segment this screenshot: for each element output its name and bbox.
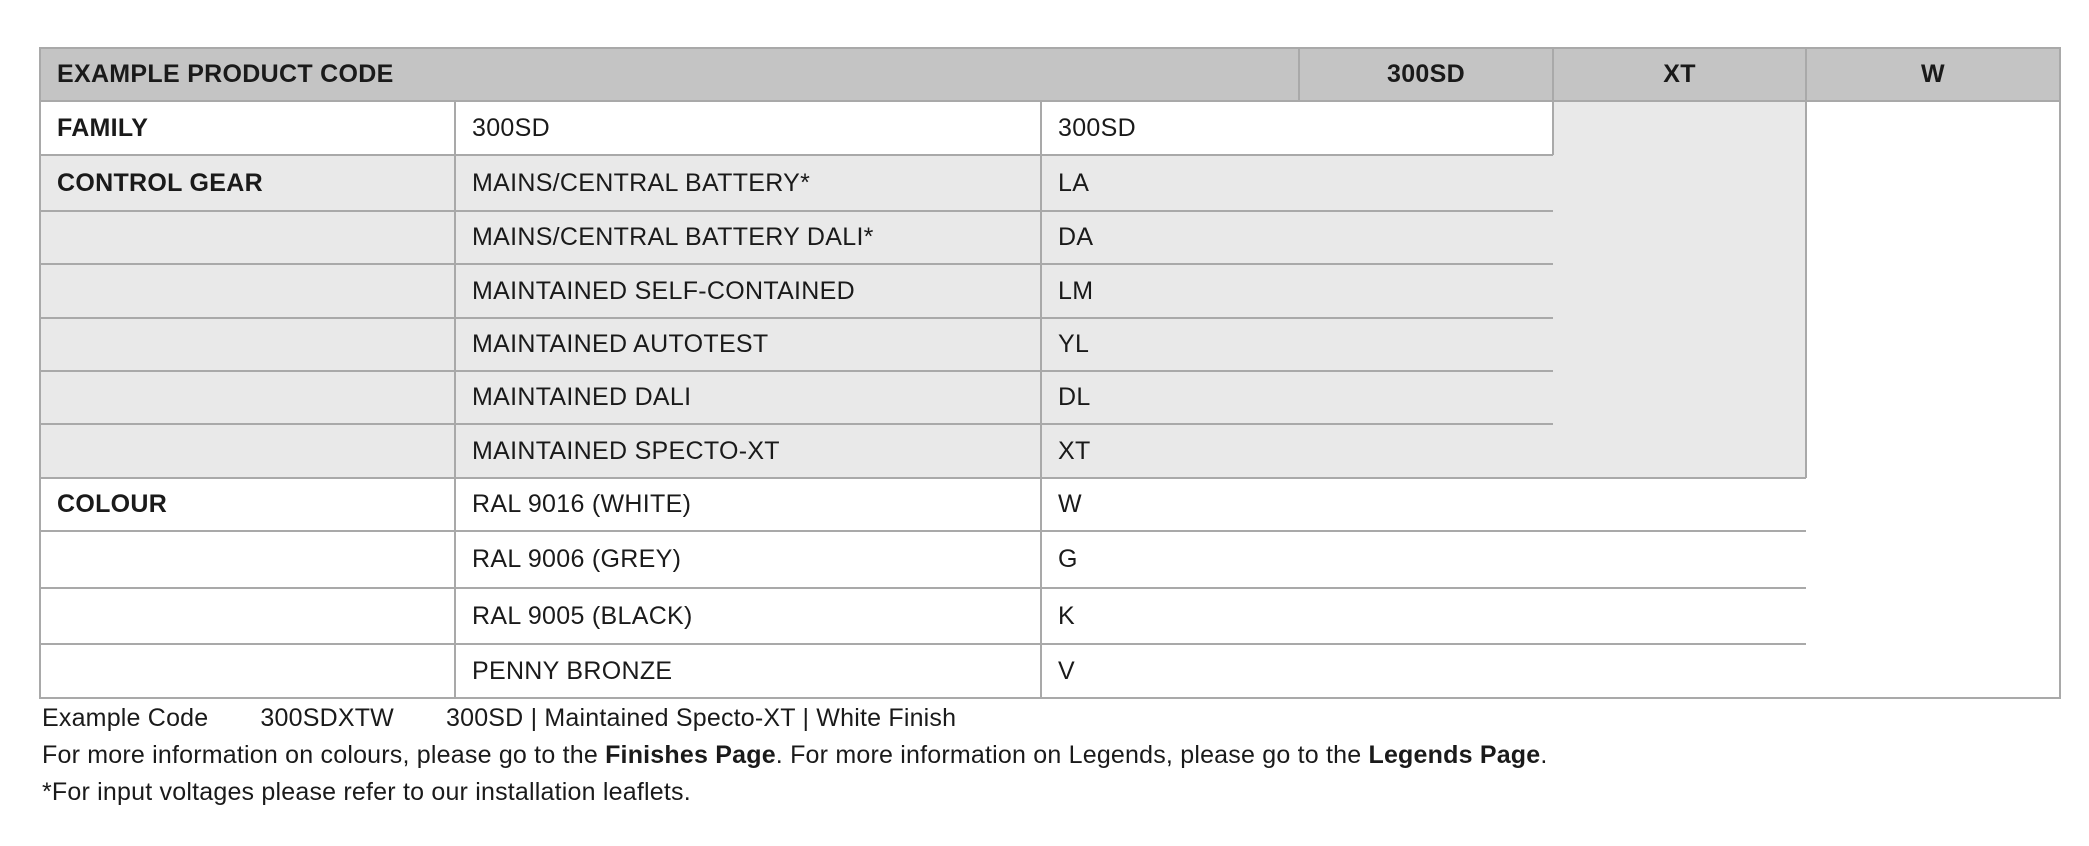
row-divider bbox=[40, 317, 1553, 319]
input-voltage-note: *For input voltages please refer to our installation leaflets. bbox=[42, 778, 691, 806]
more-info-line bbox=[42, 741, 1548, 770]
control-gear-code: DL bbox=[1058, 383, 1091, 411]
table-border-bottom bbox=[40, 697, 2061, 699]
colour-code: W bbox=[1058, 490, 1082, 518]
row-divider bbox=[40, 530, 1806, 532]
colour-option: PENNY BRONZE bbox=[472, 656, 673, 685]
colour-code: G bbox=[1058, 545, 1078, 573]
colour-label: COLOUR bbox=[57, 490, 168, 518]
row-divider bbox=[40, 423, 1553, 425]
control-gear-code: LA bbox=[1058, 168, 1090, 197]
header-code-family: 300SD bbox=[1387, 60, 1465, 88]
control-gear-label: CONTROL GEAR bbox=[57, 168, 263, 197]
table-border-right bbox=[2059, 47, 2061, 699]
more-info-text: . For more information on Legends, please go to the bbox=[775, 741, 1369, 769]
control-gear-option: MAINS/CENTRAL BATTERY DALI* bbox=[472, 223, 874, 251]
column-separator bbox=[1040, 101, 1042, 698]
table-border-top bbox=[40, 47, 2061, 49]
example-code-line bbox=[42, 704, 956, 733]
table-border-left bbox=[39, 47, 41, 699]
control-gear-code: YL bbox=[1058, 330, 1090, 358]
control-gear-option: MAINTAINED DALI bbox=[472, 383, 692, 411]
colour-code: K bbox=[1058, 601, 1075, 630]
header-code-colour: W bbox=[1921, 60, 1945, 88]
row-divider bbox=[40, 370, 1553, 372]
row-divider bbox=[40, 263, 1553, 265]
column-separator bbox=[454, 101, 456, 698]
control-gear-option: MAINS/CENTRAL BATTERY* bbox=[472, 168, 811, 197]
control-gear-code: XT bbox=[1058, 436, 1091, 465]
family-label: FAMILY bbox=[57, 113, 149, 142]
colour-option: RAL 9006 (GREY) bbox=[472, 545, 682, 573]
colour-option: RAL 9016 (WHITE) bbox=[472, 490, 692, 518]
more-info-text: . bbox=[1540, 741, 1548, 769]
control-gear-code: LM bbox=[1058, 276, 1094, 305]
more-info-text: For more information on colours, please go to the bbox=[42, 741, 606, 769]
example-code-label: Example Code bbox=[42, 704, 209, 732]
code-column-shading bbox=[1553, 101, 1806, 478]
control-gear-option: MAINTAINED AUTOTEST bbox=[472, 330, 769, 358]
example-code-description: 300SD | Maintained Specto-XT | White Finish bbox=[445, 704, 957, 732]
control-gear-code: DA bbox=[1058, 223, 1094, 251]
example-product-code-header: EXAMPLE PRODUCT CODE bbox=[57, 60, 394, 88]
row-divider bbox=[40, 477, 1806, 479]
family-option: 300SD bbox=[472, 113, 550, 142]
header-divider bbox=[40, 100, 2060, 102]
colour-code: V bbox=[1058, 656, 1075, 685]
finishes-page-link[interactable]: Finishes Page bbox=[605, 741, 776, 769]
row-divider bbox=[40, 587, 1806, 589]
header-code-control-gear: XT bbox=[1663, 60, 1696, 88]
row-divider bbox=[40, 643, 1806, 645]
header-separator bbox=[1552, 47, 1554, 155]
family-code: 300SD bbox=[1058, 113, 1136, 142]
example-code-value: 300SDXTW bbox=[260, 704, 394, 732]
control-gear-option: MAINTAINED SELF-CONTAINED bbox=[472, 276, 855, 305]
header-separator bbox=[1298, 47, 1300, 101]
header-separator bbox=[1805, 47, 1807, 478]
row-divider bbox=[40, 154, 1553, 156]
legends-page-link[interactable]: Legends Page bbox=[1368, 741, 1541, 769]
control-gear-option: MAINTAINED SPECTO-XT bbox=[472, 436, 780, 465]
row-divider bbox=[40, 210, 1553, 212]
colour-option: RAL 9005 (BLACK) bbox=[472, 601, 693, 630]
